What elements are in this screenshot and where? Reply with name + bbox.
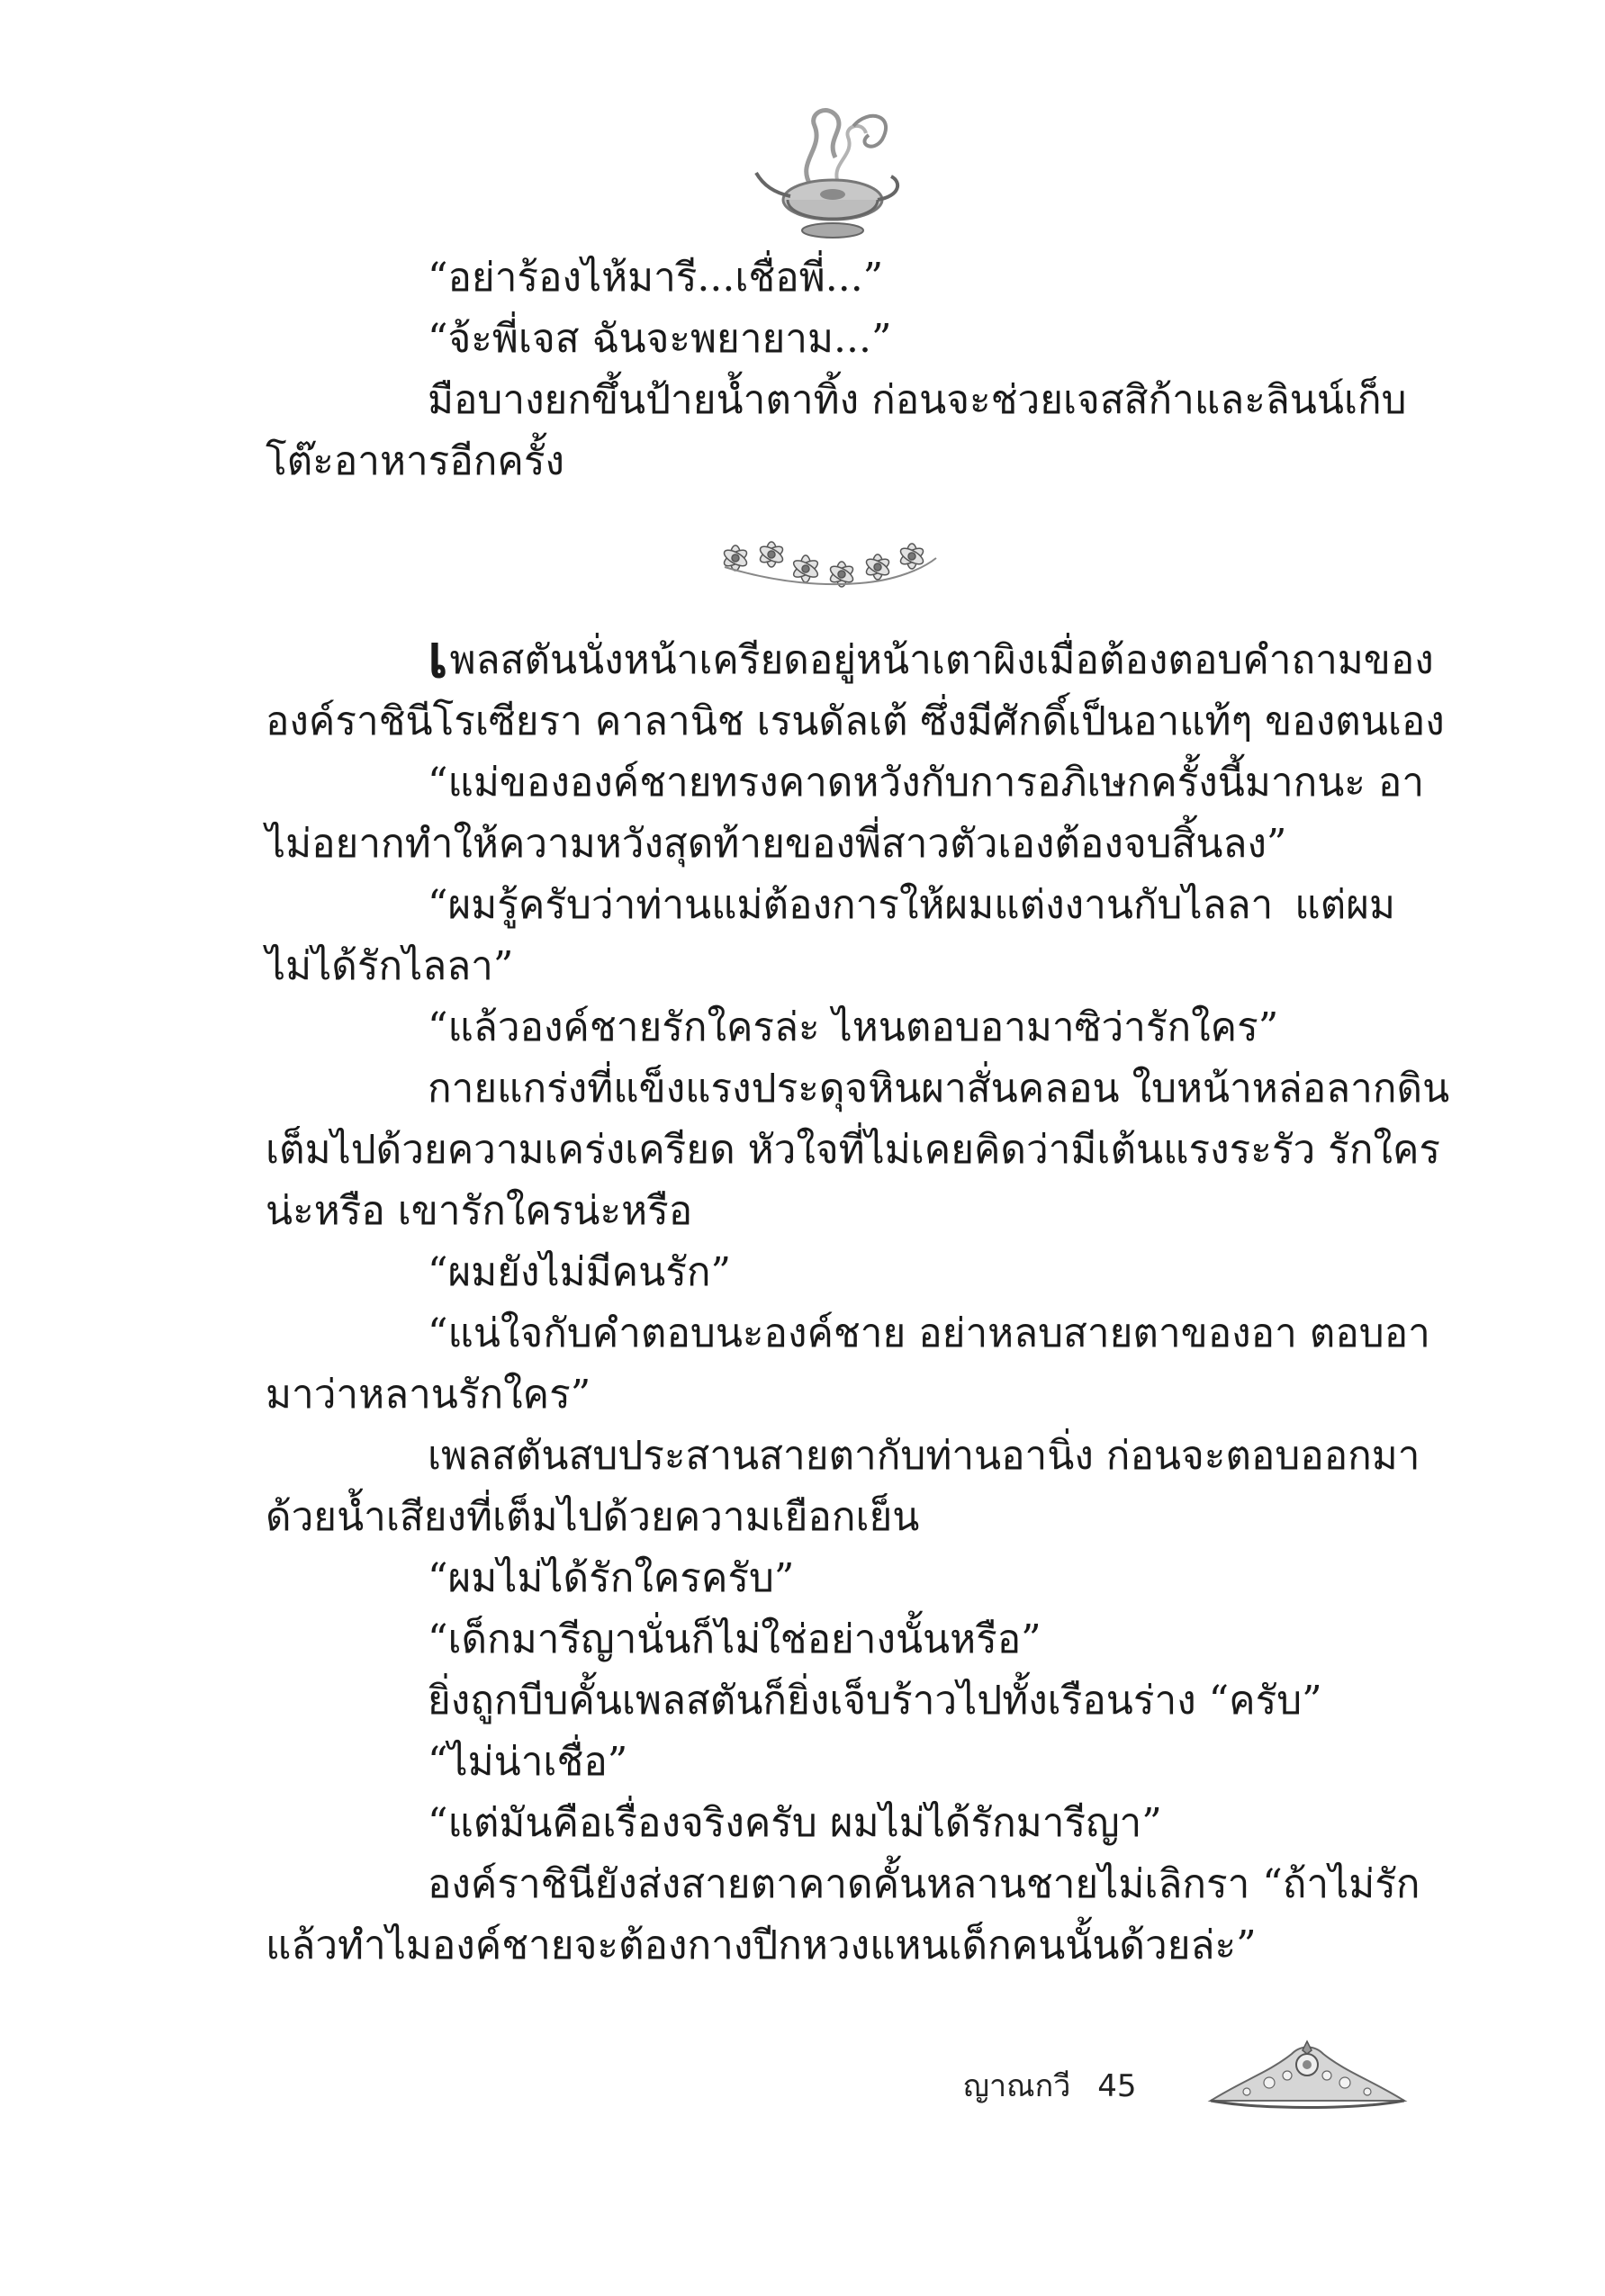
paragraph-line: เต็มไปด้วยความเคร่งเครียด หัวใจที่ไม่เคยคิดว่ามีเต้นแรงระรัว รักใคร — [266, 1127, 1441, 1173]
tiara-icon — [1206, 2036, 1409, 2112]
paragraph-line: มือบางยกขึ้นป้ายน้ำตาทิ้ง ก่อนจะช่วยเจสสิก้าและลินน์เก็บ — [428, 377, 1407, 423]
dialogue-line: มาว่าหลานรักใคร” — [266, 1372, 591, 1418]
paragraph-line: โต๊ะอาหารอีกครั้ง — [266, 438, 564, 484]
flower-garland-icon — [716, 531, 941, 603]
paragraph-line: ยิ่งถูกบีบคั้นเพลสตันก็ยิ่งเจ็บร้าวไปทั้งเรือนร่าง “ครับ” — [428, 1678, 1322, 1724]
dialogue-line: “แล้วองค์ชายรักใครล่ะ ไหนตอบอามาซิว่ารักใคร” — [428, 1004, 1279, 1050]
paragraph-line: ด้วยน้ำเสียงที่เต็มไปด้วยความเยือกเย็น — [266, 1494, 920, 1540]
paragraph-line: กายแกร่งที่แข็งแรงประดุจหินผาสั่นคลอน ใบหน้าหล่อลากดิน — [428, 1066, 1450, 1112]
paragraph-line: เพลสตันสบประสานสายตากับท่านอานิ่ง ก่อนจะตอบออกมา — [428, 1433, 1420, 1479]
dialogue-line: “แน่ใจกับคำตอบนะองค์ชาย อย่าหลบสายตาของอา ตอบอา — [428, 1310, 1430, 1356]
paragraph-line-rest: พลสตันนั่งหน้าเครียดอยู่หน้าเตาผิงเมื่อต้องตอบคำถามของ — [449, 637, 1434, 683]
teapot-ornament-icon — [747, 99, 909, 248]
dialogue-line: “แม่ขององค์ชายทรงคาดหวังกับการอภิเษกครั้งนี้มากนะ อา — [428, 760, 1425, 806]
dialogue-line: ไม่อยากทำให้ความหวังสุดท้ายของพี่สาวตัวเองต้องจบสิ้นลง” — [266, 821, 1287, 867]
dialogue-line: “แต่มันคือเรื่องจริงครับ ผมไม่ได้รักมารีญา” — [428, 1800, 1162, 1846]
dialogue-line: “อย่าร้องไห้มารี...เชื่อพี่...” — [428, 255, 884, 301]
paragraph-line — [266, 622, 1434, 691]
dialogue-line: “ผมรู้ครับว่าท่านแม่ต้องการให้ผมแต่งงานกับไลลา แต่ผม — [428, 882, 1395, 928]
paragraph-line: แล้วทำไมองค์ชายจะต้องกางปีกหวงแหนเด็กคนนั้นด้วยล่ะ” — [266, 1922, 1257, 1968]
paragraph-line: น่ะหรือ เขารักใครน่ะหรือ — [266, 1188, 693, 1234]
dialogue-line: “ผมไม่ได้รักใครครับ” — [428, 1555, 795, 1601]
paragraph-line: องค์ราชินียังส่งสายตาคาดคั้นหลานชายไม่เลิกรา “ถ้าไม่รัก — [428, 1861, 1420, 1907]
dialogue-line: “ผมยังไม่มีคนรัก” — [428, 1249, 731, 1295]
text-block-a — [266, 248, 1407, 492]
author-name: ญาณกวี — [963, 2068, 1071, 2104]
dialogue-line: ไม่ได้รักไลลา” — [266, 943, 514, 989]
text-block-b — [266, 622, 1450, 1976]
dialogue-line: “จ้ะพี่เจส ฉันจะพยายาม...” — [428, 316, 892, 362]
page-footer — [963, 2061, 1137, 2110]
page-number: 45 — [1097, 2068, 1137, 2104]
dialogue-line: “เด็กมารีญานั่นก็ไม่ใช่อย่างนั้นหรือ” — [428, 1616, 1041, 1662]
paragraph-line: องค์ราชินีโรเซียรา คาลานิช เรนดัลเต้ ซึ่งมีศักดิ์เป็นอาแท้ๆ ของตนเอง — [266, 698, 1445, 744]
dialogue-line: “ไม่น่าเชื่อ” — [428, 1739, 628, 1785]
drop-cap: เ — [428, 622, 448, 691]
